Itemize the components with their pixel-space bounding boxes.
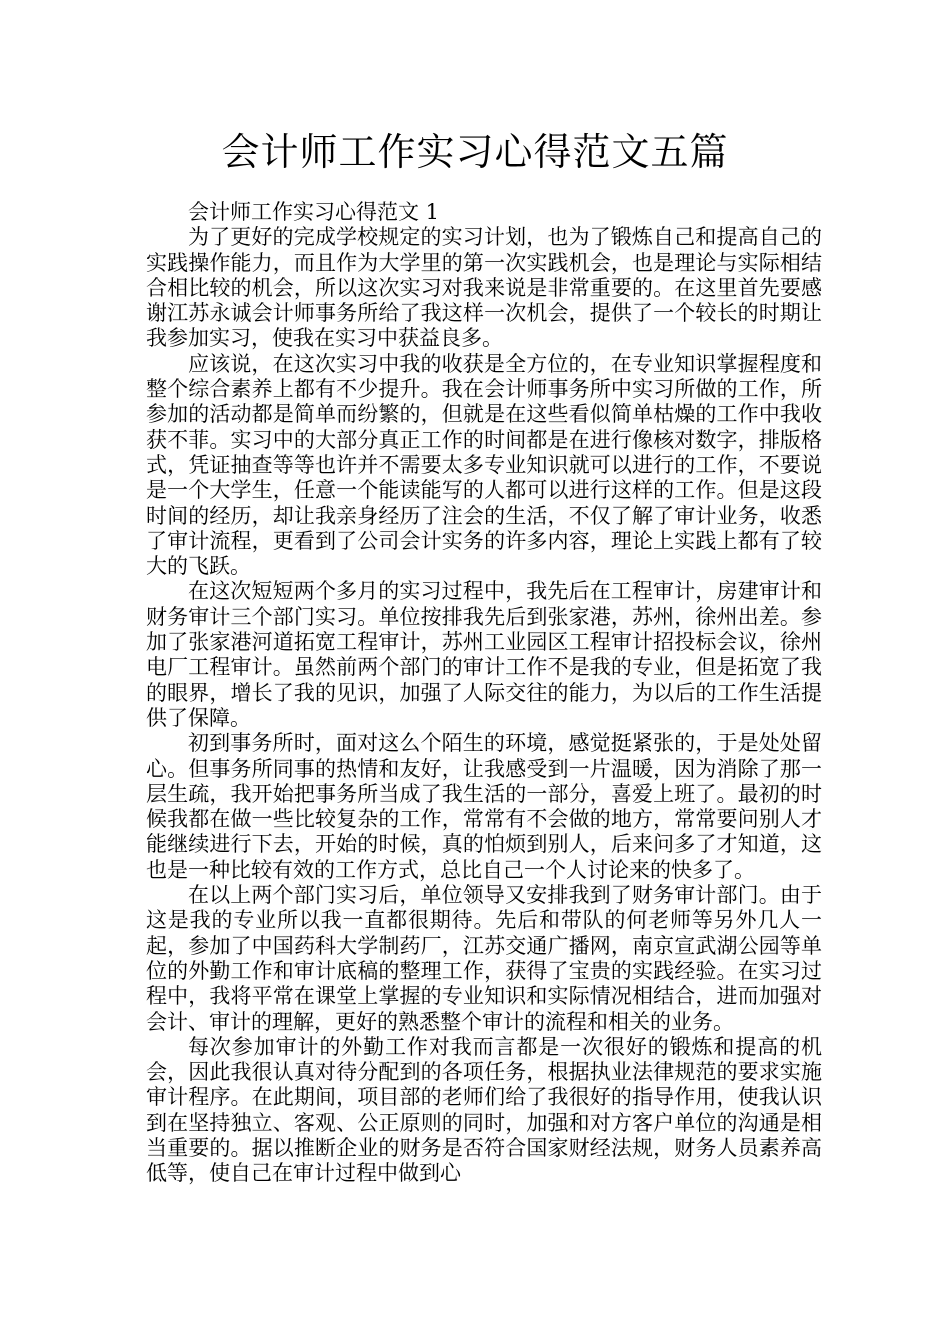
paragraph: 在以上两个部门实习后，单位领导又安排我到了财务审计部门。由于这是我的专业所以我一直都很期待。先后和带队的何老师等另外几人一起，参加了中国药科大学制药厂，江苏交通广播网，南京宣武湖公园等单位的外勤工作和审计底稿的整理工作，获得了宝贵的实践经验。在实习过程中，我将平常在课堂上掌握的专业知识和实际情况相结合，进而加强对会计、审计的理解，更好的熟悉整个审计的流程和相关的业务。 (146, 883, 822, 1034)
paragraph: 为了更好的完成学校规定的实习计划，也为了锻炼自己和提高自己的实践操作能力，而且作为大学里的第一次实践机会，也是理论与实际相结合相比较的机会，所以这次实习对我来说是非常重要的。在这里首先要感谢江苏永诚会计师事务所给了我这样一次机会，提供了一个较长的时期让我参加实习，使我在实习中获益良多。 (146, 225, 822, 351)
paragraph: 每次参加审计的外勤工作对我而言都是一次很好的锻炼和提高的机会，因此我很认真对待分配到的各项任务，根据执业法律规范的要求实施审计程序。在此期间，项目部的老师们给了我很好的指导作用，使我认识到在坚持独立、客观、公正原则的同时，加强和对方客户单位的沟通是相当重要的。据以推断企业的财务是否符合国家财经法规，财务人员素养高低等，使自己在审计过程中做到心 (146, 1034, 822, 1186)
document-body (146, 200, 822, 1187)
paragraph: 在这次短短两个多月的实习过程中，我先后在工程审计，房建审计和财务审计三个部门实习。单位按排我先后到张家港，苏州，徐州出差。参加了张家港河道拓宽工程审计，苏州工业园区工程审计招投标会议，徐州电厂工程审计。虽然前两个部门的审计工作不是我的专业，但是拓宽了我的眼界，增长了我的见识，加强了人际交往的能力，为以后的工作生活提供了保障。 (146, 579, 822, 730)
document-title: 会计师工作实习心得范文五篇 (221, 130, 729, 174)
paragraph: 应该说，在这次实习中我的收获是全方位的，在专业知识掌握程度和整个综合素养上都有不少提升。我在会计师事务所中实习所做的工作，所参加的活动都是简单而纷繁的，但就是在这些看似简单枯燥的工作中我收获不菲。实习中的大部分真正工作的时间都是在进行像核对数字，排版格式，凭证抽查等等也许并不需要太多专业知识就可以进行的工作，不要说是一个大学生，任意一个能读能写的人都可以进行这样的工作。但是这段时间的经历，却让我亲身经历了注会的生活，不仅了解了审计业务，收悉了审计流程，更看到了公司会计实务的许多内容，理论上实践上都有了较大的飞跃。 (146, 351, 822, 579)
paragraph: 初到事务所时，面对这么个陌生的环境，感觉挺紧张的，于是处处留心。但事务所同事的热情和友好，让我感受到一片温暖，因为消除了那一层生疏，我开始把事务所当成了我生活的一部分，喜爱上班了。最初的时候我都在做一些比较复杂的工作，常常有不会做的地方，常常要问别人才能继续进行下去，开始的时候，真的怕烦到别人，后来问多了才知道，这也是一种比较有效的工作方式，总比自己一个人讨论来的快多了。 (146, 731, 822, 882)
section-heading: 会计师工作实习心得范文 1 (188, 200, 440, 224)
